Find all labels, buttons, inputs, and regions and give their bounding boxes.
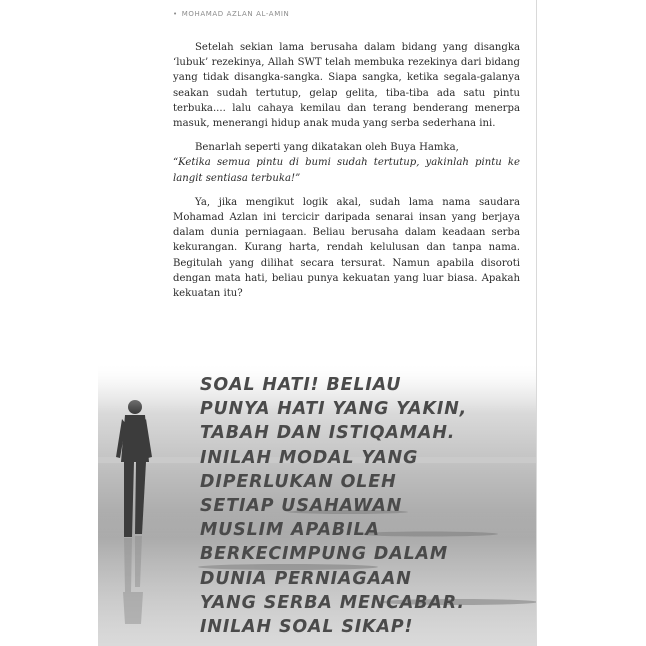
body-text (173, 40, 520, 310)
hamka-quote: “Ketika semua pintu di bumi sudah tertutup, yakinlah pintu ke langit sentiasa terbuka!” (173, 157, 520, 184)
paragraph-2-lead: Benarlah seperti yang dikatakan oleh Buya Hamka, (195, 142, 459, 154)
header-bullet: • (173, 10, 178, 18)
paragraph-2 (173, 140, 520, 186)
pull-quote: SOAL HATI! BELIAU PUNYA HATI YANG YAKIN, TABAH DAN ISTIQAMAH. INILAH MODAL YANG DIPERLUKAN OLEH SETIAP USAHAWAN MUSLIM APABILA BERKECIMPUNG DALAM DUNIA PERNIAGAAN YANG SERBA MENCABAR. INILAH SOAL SIKAP! (200, 375, 468, 638)
running-header (173, 10, 289, 18)
paragraph-3: Ya, jika mengikut logik akal, sudah lama nama saudara Mohamad Azlan ini tercicir daripada senarai insan yang berjaya dalam dunia perniagaan. Beliau berusaha dalam keadaan serba kekurangan. Kurang harta, rendah kelulusan dan tanpa nama. Begitulah yang dilihat secara tersurat. Namun apabila disoroti dengan mata hati, beliau punya kekuatan yang luar biasa. Apakah kekuatan itu? (173, 196, 520, 300)
beach-photo (98, 362, 536, 646)
paragraph-1: Setelah sekian lama berusaha dalam bidang yang disangka ‘lubuk’ rezekinya, Allah SWT telah membuka rezekinya dari bidang yang tidak disangka-sangka. Siapa sangka, ketika segala-galanya seakan sudah tertutup, gelap gelita, tiba-tiba ada satu pintu terbuka.... lalu cahaya kemilau dan terang benderang menerpa masuk, menerangi hidup anak muda yang serba sederhana ini. (173, 42, 520, 130)
running-title: MOHAMAD AZLAN AL-AMIN (181, 10, 290, 18)
page-edge (536, 0, 537, 646)
book-page (98, 0, 536, 646)
